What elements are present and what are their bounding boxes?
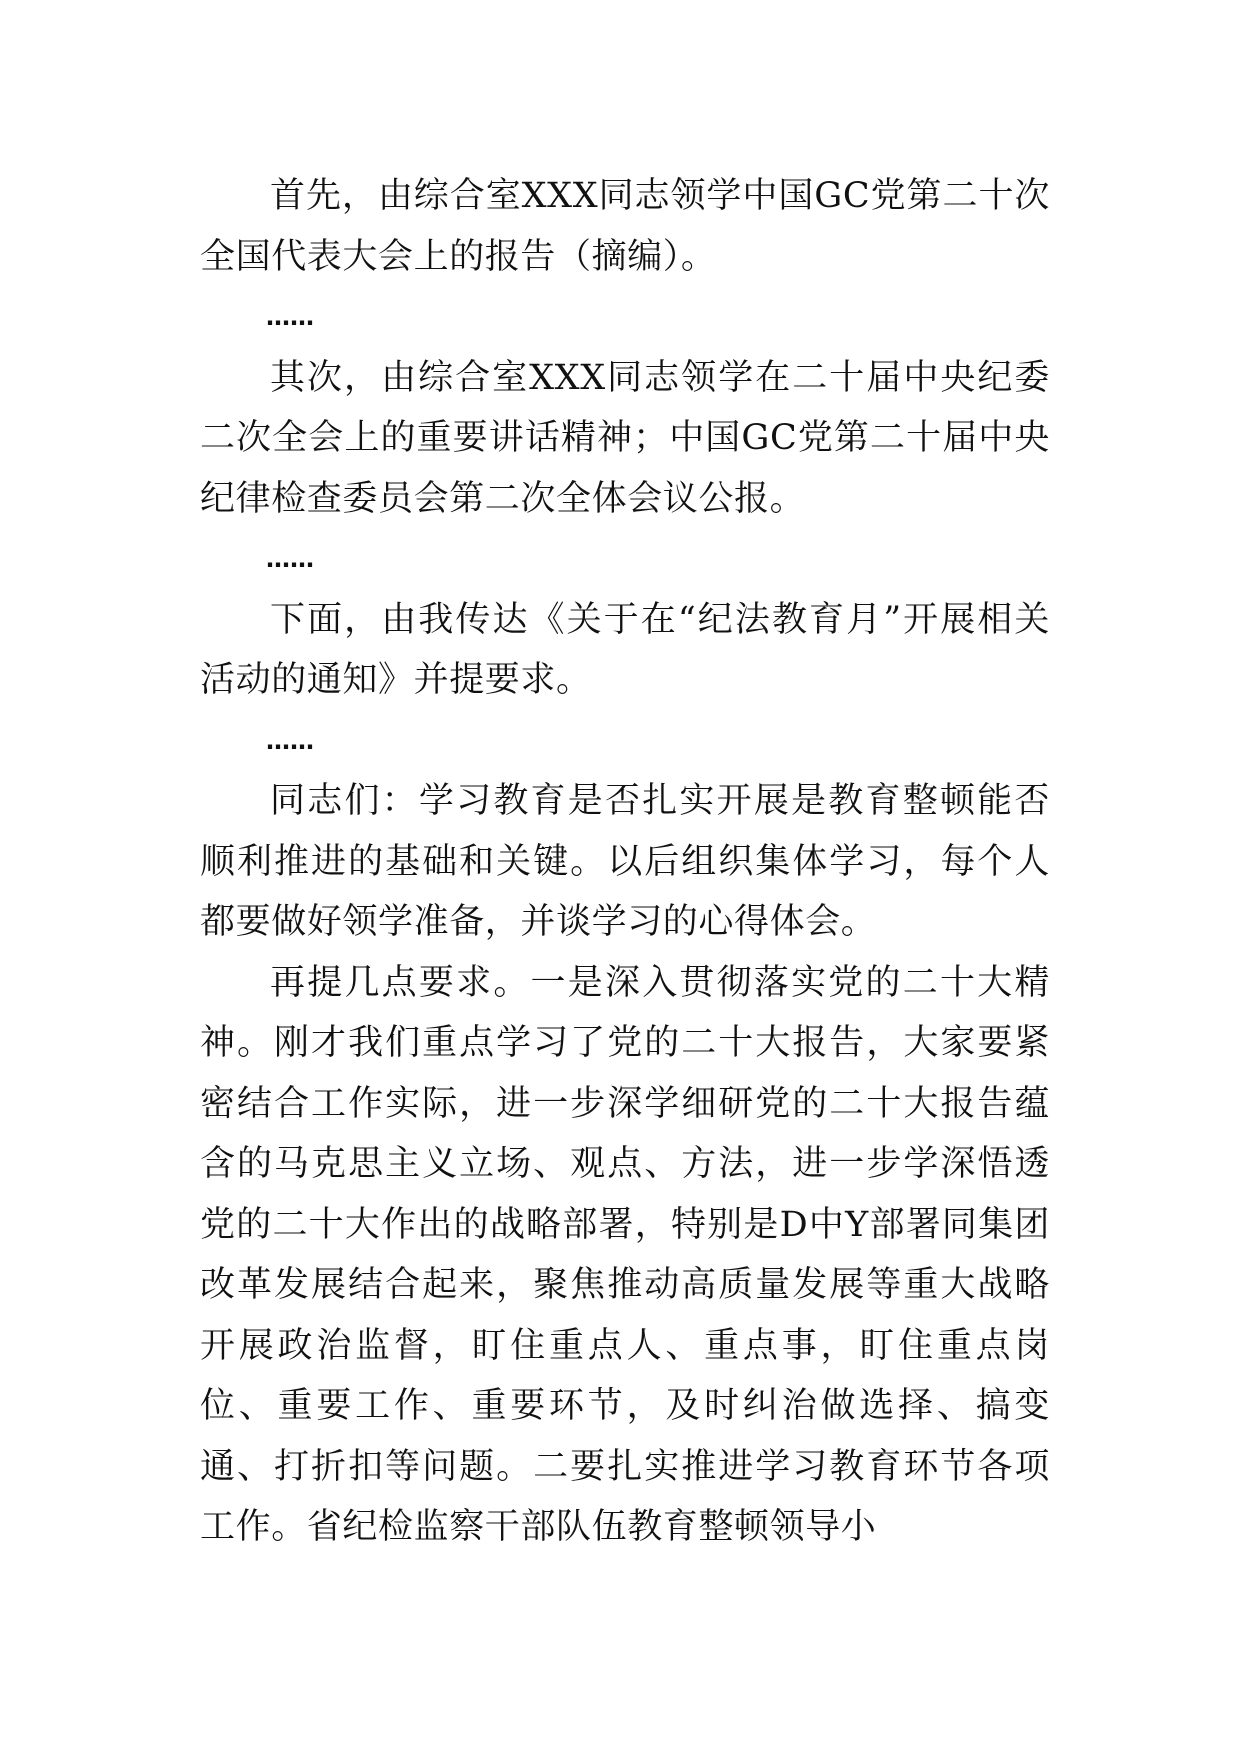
paragraph-4: 同志们：学习教育是否扎实开展是教育整顿能否顺利推进的基础和关键。以后组织集体学习，每个人都要做好领学准备，并谈学习的心得体会。 [200, 781, 1050, 942]
ellipsis-2: …… [266, 545, 314, 573]
paragraph-3: 下面，由我传达《关于在“纪法教育月”开展相关活动的通知》并提要求。 [200, 599, 1050, 700]
paragraph-5: 再提几点要求。一是深入贯彻落实党的二十大精神。刚才我们重点学习了党的二十大报告，大家要紧密结合工作实际，进一步深学细研党的二十大报告蕴含的马克思主义立场、观点、方法，进一步学深悟透党的二十大作出的战略部署，特别是D中Y部署同集团改革发展结合起来，聚焦推动高质量发展等重大战略开展政治监督，盯住重点人、重点事，盯住重点岗位、重要工作、重要环节，及时纠治做选择、搞变通、打折扣等问题。二要扎实推进学习教育环节各项工作。省纪检监察干部队伍教育整顿领导小 [200, 962, 1050, 1547]
ellipsis-1: …… [266, 303, 314, 331]
document-body [200, 166, 1050, 1558]
paragraph-2: 其次，由综合室XXX同志领学在二十届中央纪委二次全会上的重要讲话精神；中国GC党第二十届中央纪律检查委员会第二次全体会议公报。 [200, 357, 1050, 519]
ellipsis-3: …… [266, 726, 314, 755]
paragraph-1: 首先，由综合室XXX同志领学中国GC党第二十次全国代表大会上的报告（摘编）。 [200, 176, 1050, 277]
